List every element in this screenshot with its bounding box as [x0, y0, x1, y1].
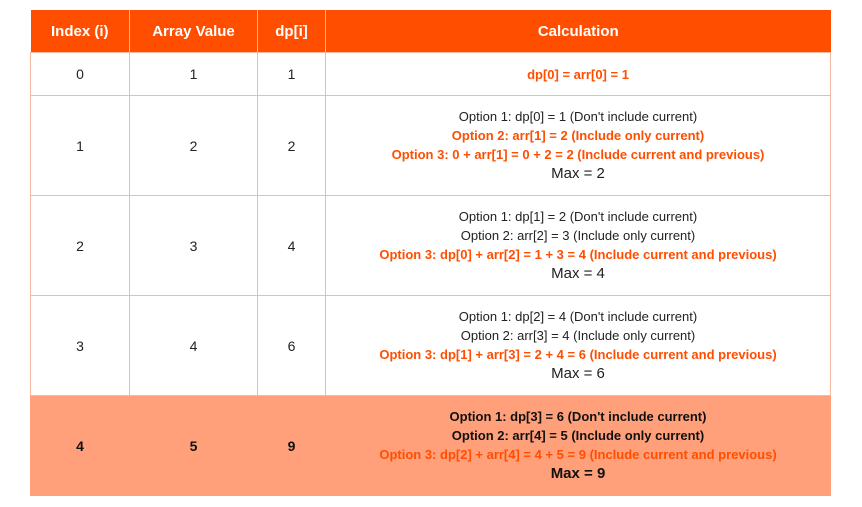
cell-array-value: 5 — [130, 396, 258, 496]
cell-index: 0 — [31, 53, 130, 96]
table-header-row — [31, 10, 831, 53]
calculation-max: Max = 9 — [550, 465, 606, 482]
cell-dp: 6 — [258, 296, 326, 396]
cell-calculation — [326, 96, 831, 196]
calculation-line: Option 2: arr[2] = 3 (Include only current) — [460, 228, 696, 243]
cell-array-value: 4 — [130, 296, 258, 396]
cell-calculation — [326, 296, 831, 396]
calculation-line: Option 3: dp[1] + arr[3] = 2 + 4 = 6 (Include current and previous) — [379, 347, 777, 362]
calculation-line: Option 2: arr[1] = 2 (Include only current) — [451, 128, 705, 143]
table-row — [31, 296, 831, 396]
calculation-line: Option 1: dp[1] = 2 (Don't include current) — [458, 209, 698, 224]
cell-dp: 4 — [258, 196, 326, 296]
calculation-max: Max = 4 — [551, 265, 605, 282]
table-row — [31, 96, 831, 196]
cell-array-value: 3 — [130, 196, 258, 296]
table-row — [31, 396, 831, 496]
calculation-max: Max = 6 — [551, 365, 605, 382]
calculation-line: Option 3: dp[0] + arr[2] = 1 + 3 = 4 (Include current and previous) — [379, 247, 777, 262]
cell-calculation — [326, 396, 831, 496]
cell-calculation — [326, 196, 831, 296]
calculation-line: Option 1: dp[3] = 6 (Don't include current) — [449, 409, 707, 424]
header-array-value: Array Value — [130, 10, 258, 53]
cell-array-value: 1 — [130, 53, 258, 96]
cell-dp: 9 — [258, 396, 326, 496]
cell-index: 2 — [31, 196, 130, 296]
cell-calculation — [326, 53, 831, 96]
calculation-line: Option 2: arr[4] = 5 (Include only current) — [451, 428, 705, 443]
cell-dp: 2 — [258, 96, 326, 196]
header-calculation: Calculation — [326, 10, 831, 53]
calculation-line: Option 1: dp[2] = 4 (Don't include current) — [458, 309, 698, 324]
calculation-line: Option 1: dp[0] = 1 (Don't include current) — [458, 109, 698, 124]
cell-index: 1 — [31, 96, 130, 196]
dp-table — [30, 10, 831, 496]
cell-array-value: 2 — [130, 96, 258, 196]
calculation-line: Option 2: arr[3] = 4 (Include only current) — [460, 328, 696, 343]
calculation-line: dp[0] = arr[0] = 1 — [527, 66, 629, 82]
header-dp: dp[i] — [258, 10, 326, 53]
dp-table-container — [30, 10, 830, 496]
table-row — [31, 53, 831, 96]
calculation-max: Max = 2 — [551, 165, 605, 182]
cell-dp: 1 — [258, 53, 326, 96]
cell-index: 3 — [31, 296, 130, 396]
cell-index: 4 — [31, 396, 130, 496]
table-row — [31, 196, 831, 296]
header-index: Index (i) — [31, 10, 130, 53]
calculation-line: Option 3: dp[2] + arr[4] = 4 + 5 = 9 (Include current and previous) — [379, 447, 777, 462]
calculation-line: Option 3: 0 + arr[1] = 0 + 2 = 2 (Include current and previous) — [391, 147, 765, 162]
